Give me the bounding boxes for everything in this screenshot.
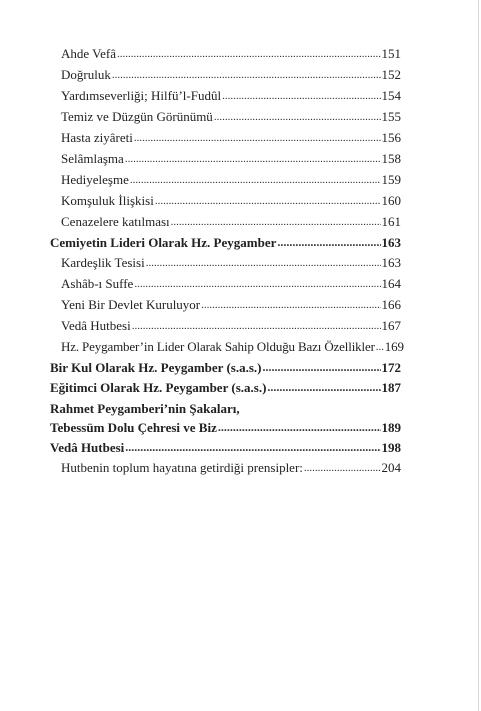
toc-entry xyxy=(50,274,401,295)
toc-chapter-page: 172 xyxy=(381,360,401,375)
toc-entry xyxy=(50,212,401,233)
toc-chapter-entry xyxy=(50,233,401,253)
toc-entry-title: Selâmlaşma xyxy=(61,151,124,166)
toc-entry-page: 151 xyxy=(381,46,401,61)
toc-chapter-page: 189 xyxy=(381,420,401,435)
toc-entry-title: Komşuluk İlişkisi xyxy=(61,193,154,208)
toc-entry-page: 161 xyxy=(381,214,401,229)
toc-entry xyxy=(50,44,401,65)
toc-entry-page: 159 xyxy=(381,172,401,187)
toc-chapter-page: 187 xyxy=(381,380,401,395)
toc-entry xyxy=(50,458,401,479)
toc-chapter-title-line2: Tebessüm Dolu Çehresi ve Biz xyxy=(50,420,217,435)
toc-entry-page: 163 xyxy=(381,255,401,270)
toc-dot-leader xyxy=(130,169,381,190)
toc-chapter-title: Cemiyetin Lideri Olarak Hz. Peygamber xyxy=(50,235,277,250)
toc-dot-leader xyxy=(155,190,381,211)
toc-chapter-entry xyxy=(50,438,401,458)
toc-chapter-title: Eğitimci Olarak Hz. Peygamber (s.a.s.) xyxy=(50,380,267,395)
toc-dot-leader xyxy=(214,106,381,127)
toc-dot-leader xyxy=(267,377,380,397)
toc-chapter-second-row xyxy=(50,418,401,438)
toc-entry-page: 169 xyxy=(384,339,404,354)
toc-dot-leader xyxy=(218,417,381,437)
toc-chapter-entry xyxy=(50,358,401,378)
toc-dot-leader xyxy=(132,315,381,336)
toc-entry xyxy=(50,316,401,337)
table-of-contents xyxy=(50,44,404,479)
toc-entry xyxy=(50,295,401,316)
toc-entry-page: 204 xyxy=(381,460,401,475)
toc-entry-title: Doğruluk xyxy=(61,67,111,82)
toc-entry xyxy=(50,86,401,107)
toc-entry-title: Kardeşlik Tesisi xyxy=(61,255,145,270)
toc-entry-title: Hediyeleşme xyxy=(61,172,129,187)
toc-chapter-page: 163 xyxy=(381,235,401,250)
toc-dot-leader xyxy=(277,232,380,252)
toc-dot-leader xyxy=(262,357,380,377)
toc-dot-leader xyxy=(134,127,381,148)
toc-entry xyxy=(50,149,401,170)
toc-chapter-title: Vedâ Hutbesi xyxy=(50,440,125,455)
toc-entry xyxy=(50,107,401,128)
toc-dot-leader xyxy=(201,294,380,315)
toc-chapter-multiline-block xyxy=(50,400,401,438)
toc-entry-page: 166 xyxy=(381,297,401,312)
toc-entry-page: 160 xyxy=(381,193,401,208)
toc-dot-leader xyxy=(125,148,381,169)
toc-dot-leader xyxy=(171,211,381,232)
toc-dot-leader xyxy=(134,273,380,294)
toc-entry-page: 156 xyxy=(381,130,401,145)
toc-chapter-page: 198 xyxy=(381,440,401,455)
toc-entry xyxy=(50,337,404,358)
toc-dot-leader xyxy=(125,437,380,457)
toc-entry-page: 155 xyxy=(381,109,401,124)
toc-dot-leader xyxy=(376,336,384,357)
toc-entry-title: Hz. Peygamber’in Lider Olarak Sahip Olduğu Bazı Özellikler xyxy=(61,339,375,354)
toc-entry-page: 152 xyxy=(381,67,401,82)
toc-chapter-entry-multiline xyxy=(50,400,401,438)
toc-chapter-title-line1: Rahmet Peygamberi’nin Şakaları, xyxy=(50,401,240,416)
toc-entry xyxy=(50,191,401,212)
toc-entry xyxy=(50,253,401,274)
toc-dot-leader xyxy=(222,85,380,106)
toc-entry-page: 154 xyxy=(381,88,401,103)
toc-entry-page: 158 xyxy=(381,151,401,166)
toc-entry-title: Ahde Vefâ xyxy=(61,46,116,61)
toc-entry-page: 167 xyxy=(381,318,401,333)
toc-dot-leader xyxy=(146,252,381,273)
toc-entry-title: Hasta ziyâreti xyxy=(61,130,133,145)
toc-dot-leader xyxy=(117,43,381,64)
toc-entry-page: 164 xyxy=(381,276,401,291)
toc-entry-title: Ashâb-ı Suffe xyxy=(61,276,134,291)
toc-dot-leader xyxy=(304,457,381,478)
toc-chapter-entry xyxy=(50,378,401,398)
toc-chapter-title: Bir Kul Olarak Hz. Peygamber (s.a.s.) xyxy=(50,360,262,375)
toc-entry xyxy=(50,128,401,149)
toc-entry-title: Cenazelere katılması xyxy=(61,214,170,229)
toc-entry-title: Yardımseverliği; Hilfü’l-Fudûl xyxy=(61,88,222,103)
toc-entry-title: Vedâ Hutbesi xyxy=(61,318,131,333)
toc-entry xyxy=(50,65,401,86)
toc-entry-title: Temiz ve Düzgün Görünümü xyxy=(61,109,213,124)
toc-entry-title: Yeni Bir Devlet Kuruluyor xyxy=(61,297,201,312)
toc-entry xyxy=(50,170,401,191)
toc-entry-title: Hutbenin toplum hayatına getirdiği prensipler: xyxy=(61,460,303,475)
toc-dot-leader xyxy=(112,64,381,85)
